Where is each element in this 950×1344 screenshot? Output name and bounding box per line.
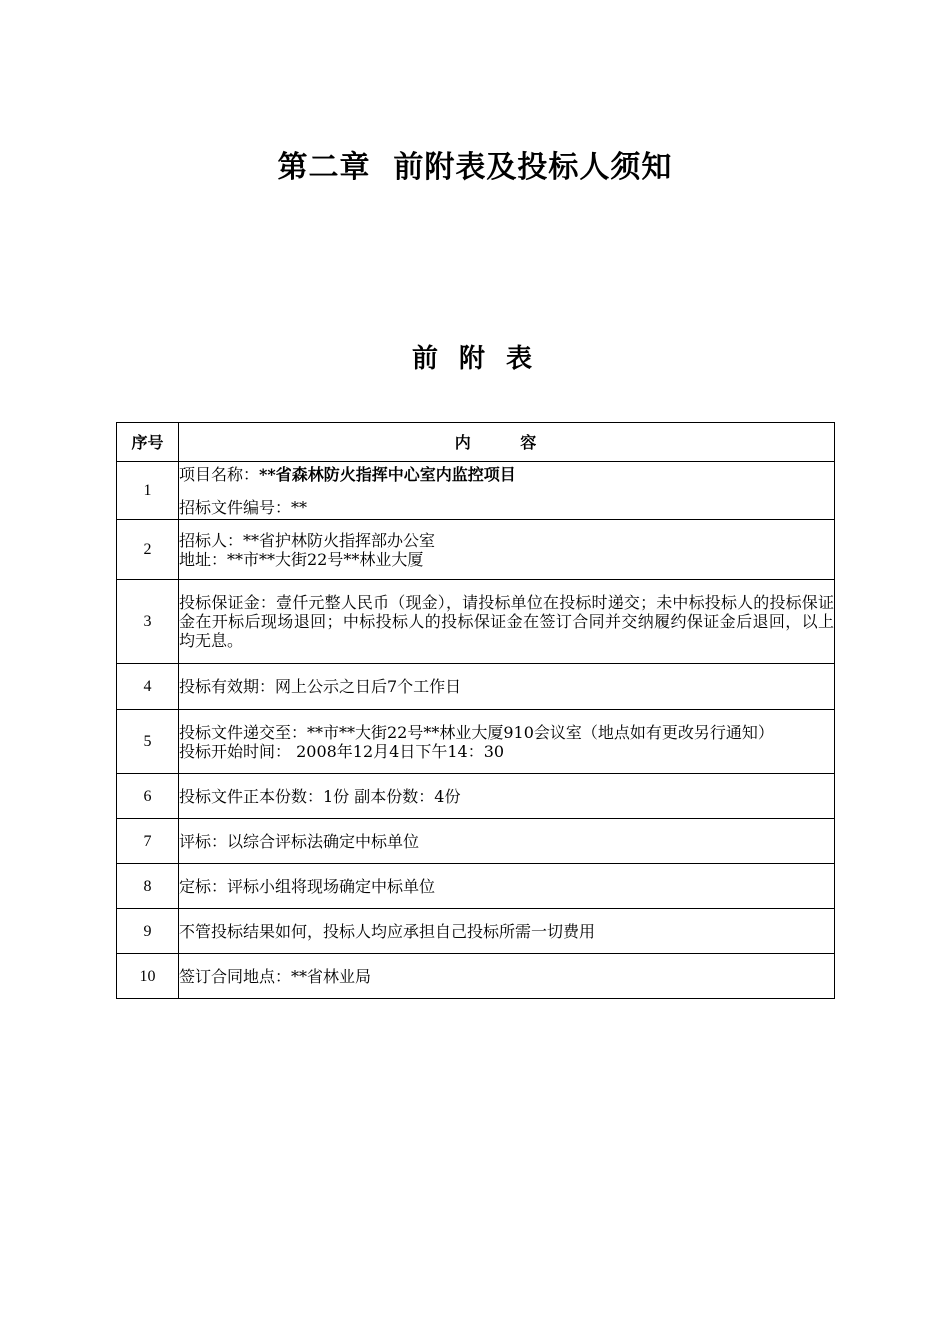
content-line: 招标人：**省护林防火指挥部办公室 <box>179 530 436 550</box>
content-line: 评标：以综合评标法确定中标单位 <box>179 831 420 851</box>
row-index: 7 <box>117 819 179 864</box>
row-content <box>179 580 835 664</box>
table-row <box>117 664 835 710</box>
front-attachment-table <box>116 422 835 999</box>
row-index: 10 <box>117 954 179 999</box>
row-index: 6 <box>117 774 179 819</box>
row-content <box>179 864 835 909</box>
table-row <box>117 520 835 580</box>
content-line: 不管投标结果如何，投标人均应承担自己投标所需一切费用 <box>179 921 596 941</box>
row-index: 4 <box>117 664 179 710</box>
row-content <box>179 520 835 580</box>
table-row <box>117 954 835 999</box>
table-row <box>117 774 835 819</box>
table-header-row <box>117 423 835 462</box>
row-content <box>179 819 835 864</box>
row-content <box>179 664 835 710</box>
row-content <box>179 909 835 954</box>
table-row <box>117 580 835 664</box>
row-index: 5 <box>117 710 179 774</box>
content-line: 签订合同地点：**省林业局 <box>179 966 372 986</box>
table-row <box>117 710 835 774</box>
row-content <box>179 462 835 520</box>
header-content: 内 容 <box>179 423 835 462</box>
content-line: 投标开始时间： 2008年12月4日下午14：30 <box>179 741 505 761</box>
content-line: 投标有效期：网上公示之日后7个工作日 <box>179 677 462 696</box>
row-index: 2 <box>117 520 179 580</box>
table-row <box>117 819 835 864</box>
content-line: 投标文件递交至：**市**大街22号**林业大厦910会议室（地点如有更改另行通知） <box>179 722 774 742</box>
row-content <box>179 710 835 774</box>
row-index: 8 <box>117 864 179 909</box>
content-line: 投标文件正本份数：1份 副本份数：4份 <box>179 786 461 806</box>
content-line: 地址：**市**大街22号**林业大厦 <box>179 549 424 569</box>
table-row <box>117 462 835 520</box>
row-index: 9 <box>117 909 179 954</box>
table-row <box>117 864 835 909</box>
table-row <box>117 909 835 954</box>
chapter-title: 第二章 前附表及投标人须知 <box>277 150 673 185</box>
content-line: 招标文件编号：** <box>179 497 308 517</box>
project-name-label: 项目名称： <box>179 464 260 484</box>
table-title: 前 附 表 <box>411 344 539 374</box>
row-content <box>179 954 835 999</box>
content-line: 投标保证金：壹仟元整人民币（现金），请投标单位在投标时递交；未中标投标人的投标保证金在开标后现场退回；中标投标人的投标保证金在签订合同并交纳履约保证金后退回，以上均无息。 <box>179 593 834 650</box>
row-content <box>179 774 835 819</box>
project-name-value: **省森林防火指挥中心室内监控项目 <box>259 464 516 484</box>
content-line <box>179 465 834 484</box>
content-line: 定标：评标小组将现场确定中标单位 <box>179 876 436 896</box>
row-index: 3 <box>117 580 179 664</box>
row-index: 1 <box>117 462 179 520</box>
header-index: 序号 <box>117 423 179 462</box>
